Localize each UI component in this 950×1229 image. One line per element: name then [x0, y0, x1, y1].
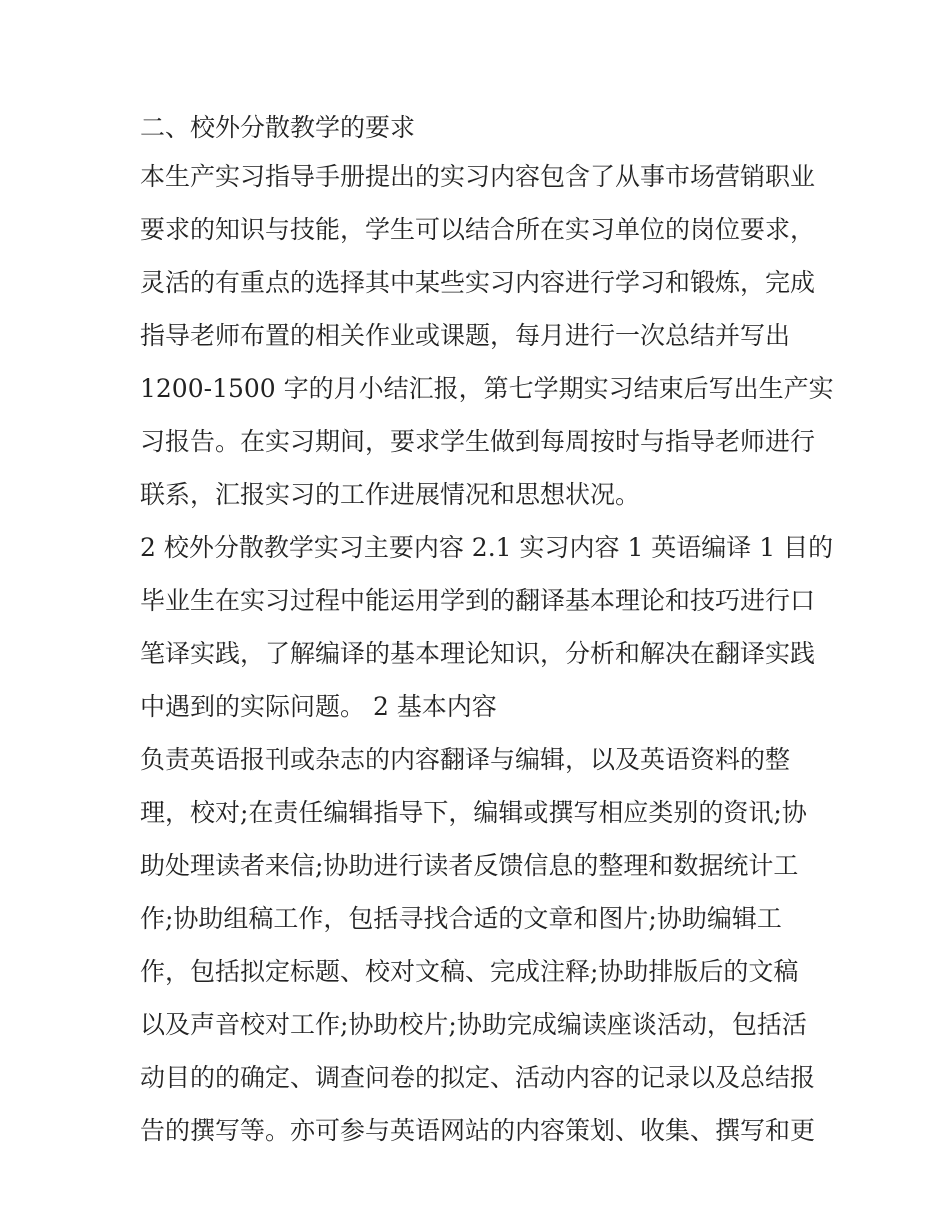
text-line: 助处理读者来信;协助进行读者反馈信息的整理和数据统计工 [140, 851, 799, 880]
text-line: 习报告。在实习期间，要求学生做到每周按时与指导老师进行 [140, 427, 816, 456]
paragraph-main-content [140, 521, 834, 733]
text-line: 指导老师布置的相关作业或课题，每月进行一次总结并写出 [140, 321, 791, 350]
paragraph-requirements [140, 150, 834, 521]
text-line: 笔译实践，了解编译的基本理论知识，分析和解决在翻译实践 [140, 639, 816, 668]
text-line: 联系，汇报实习的工作进展情况和思想状况。 [140, 480, 641, 509]
text-line: 灵活的有重点的选择其中某些实习内容进行学习和锻炼，完成 [140, 268, 816, 297]
text-line: 理，校对;在责任编辑指导下，编辑或撰写相应类别的资讯;协 [140, 798, 807, 827]
text-line: 动目的的确定、调查问卷的拟定、活动内容的记录以及总结报 [140, 1063, 816, 1092]
document-body [140, 106, 834, 1157]
text-line: 作，包括拟定标题、校对文稿、完成注释;协助排版后的文稿 [140, 957, 799, 986]
text-line: 要求的知识与技能，学生可以结合所在实习单位的岗位要求， [140, 215, 816, 244]
text-line: 本生产实习指导手册提出的实习内容包含了从事市场营销职业 [140, 162, 816, 191]
section-heading: 二、校外分散教学的要求 [140, 113, 416, 142]
text-line: 以及声音校对工作;协助校片;协助完成编读座谈活动，包括活 [140, 1010, 807, 1039]
text-line: 2 校外分散教学实习主要内容 2.1 实习内容 1 英语编译 1 目的 [140, 533, 834, 562]
text-line: 负责英语报刊或杂志的内容翻译与编辑，以及英语资料的整 [140, 745, 791, 774]
text-line: 毕业生在实习过程中能运用学到的翻译基本理论和技巧进行口 [140, 586, 816, 615]
text-line: 作;协助组稿工作，包括寻找合适的文章和图片;协助编辑工 [140, 904, 782, 933]
text-line: 中遇到的实际问题。 2 基本内容 [140, 692, 497, 721]
paragraph-basic-content [140, 733, 830, 1157]
text-line: 告的撰写等。亦可参与英语网站的内容策划、收集、撰写和更 [140, 1116, 816, 1145]
text-line: 1200-1500 字的月小结汇报，第七学期实习结束后写出生产实 [140, 374, 834, 403]
